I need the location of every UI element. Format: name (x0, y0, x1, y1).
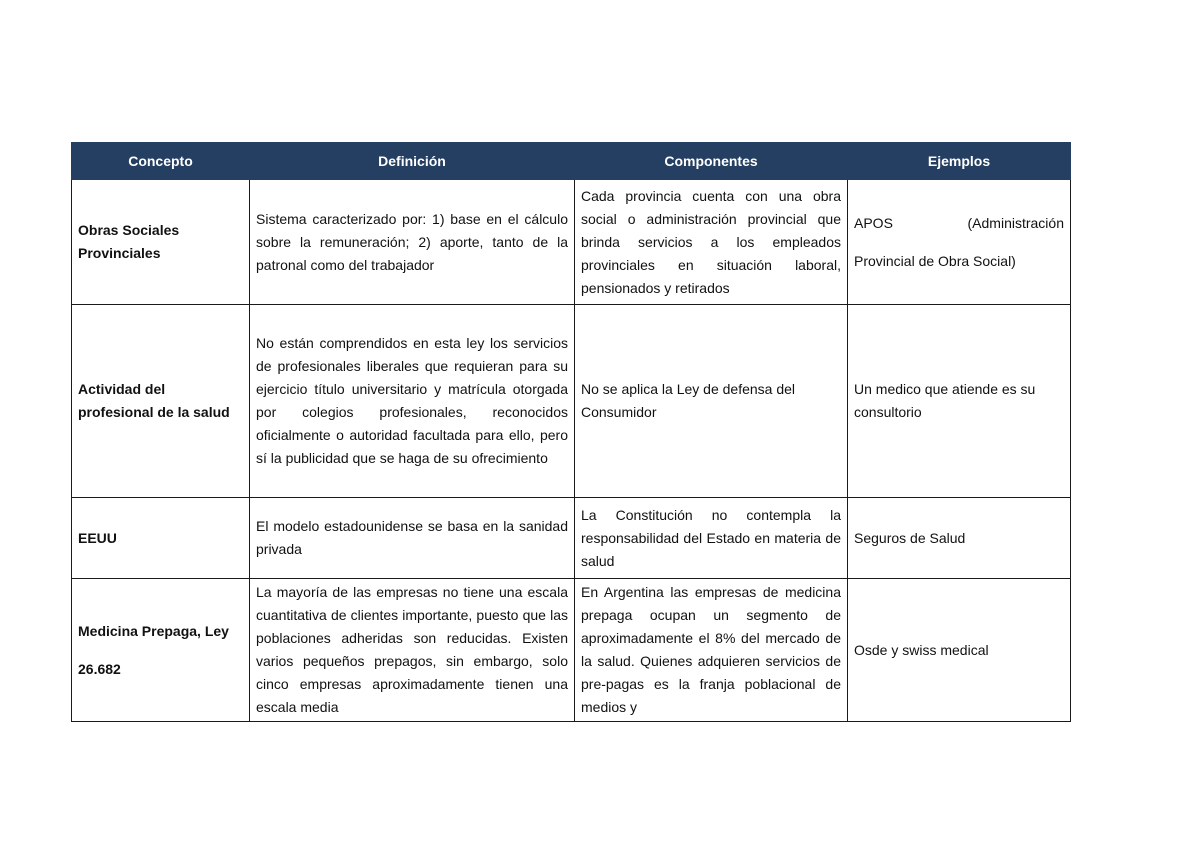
componentes-cell: En Argentina las empresas de medicina prepaga ocupan un segmento de aproximadamente el 8% del mercado de la salud. Quienes adquieren servicios de pre-pagas es la franja poblacional de medios y (575, 579, 848, 722)
ejemplos-acronym: APOS (854, 215, 893, 231)
table-row (72, 579, 1071, 722)
concepto-cell: Obras Sociales Provinciales (72, 180, 250, 305)
ejemplos-cell: Osde y swiss medical (848, 579, 1071, 722)
ejemplos-expansion-start: (Administración (967, 215, 1064, 231)
header-ejemplos: Ejemplos (848, 143, 1071, 180)
concepto-cell: Actividad del profesional de la salud (72, 305, 250, 498)
comparison-table (71, 142, 1071, 722)
table-header-row (72, 143, 1071, 180)
definicion-cell: La mayoría de las empresas no tiene una escala cuantitativa de clientes importante, puesto que las poblaciones adheridas son reducidas. Existen varios pequeños prepagos, sin embargo, solo cinco empresas aproximadamente tienen una escala media (250, 579, 575, 722)
concepto-cell: EEUU (72, 498, 250, 579)
componentes-cell: La Constitución no contempla la responsabilidad del Estado en materia de salud (575, 498, 848, 579)
table-row (72, 180, 1071, 305)
header-componentes: Componentes (575, 143, 848, 180)
definicion-cell: El modelo estadounidense se basa en la sanidad privada (250, 498, 575, 579)
definicion-cell: Sistema caracterizado por: 1) base en el cálculo sobre la remuneración; 2) aporte, tanto de la patronal como del trabajador (250, 180, 575, 305)
header-definicion: Definición (250, 143, 575, 180)
ejemplos-cell (848, 180, 1071, 305)
header-concepto: Concepto (72, 143, 250, 180)
definicion-cell: No están comprendidos en esta ley los servicios de profesionales liberales que requieran para su ejercicio título universitario y matrícula otorgada por colegios profesionales, reconocidos oficialmente o autoridad facultada para ello, pero sí la publicidad que se haga de su ofrecimiento (250, 305, 575, 498)
ejemplos-line-1 (854, 204, 1064, 242)
table-row (72, 305, 1071, 498)
componentes-cell: No se aplica la Ley de defensa del Consumidor (575, 305, 848, 498)
table-row (72, 498, 1071, 579)
ejemplos-cell: Seguros de Salud (848, 498, 1071, 579)
componentes-cell: Cada provincia cuenta con una obra social o administración provincial que brinda servicios a los empleados provinciales en situación laboral, pensionados y retirados (575, 180, 848, 305)
ejemplos-line-2: Provincial de Obra Social) (854, 253, 1016, 269)
concepto-cell: Medicina Prepaga, Ley 26.682 (72, 579, 250, 722)
ejemplos-cell: Un medico que atiende es su consultorio (848, 305, 1071, 498)
